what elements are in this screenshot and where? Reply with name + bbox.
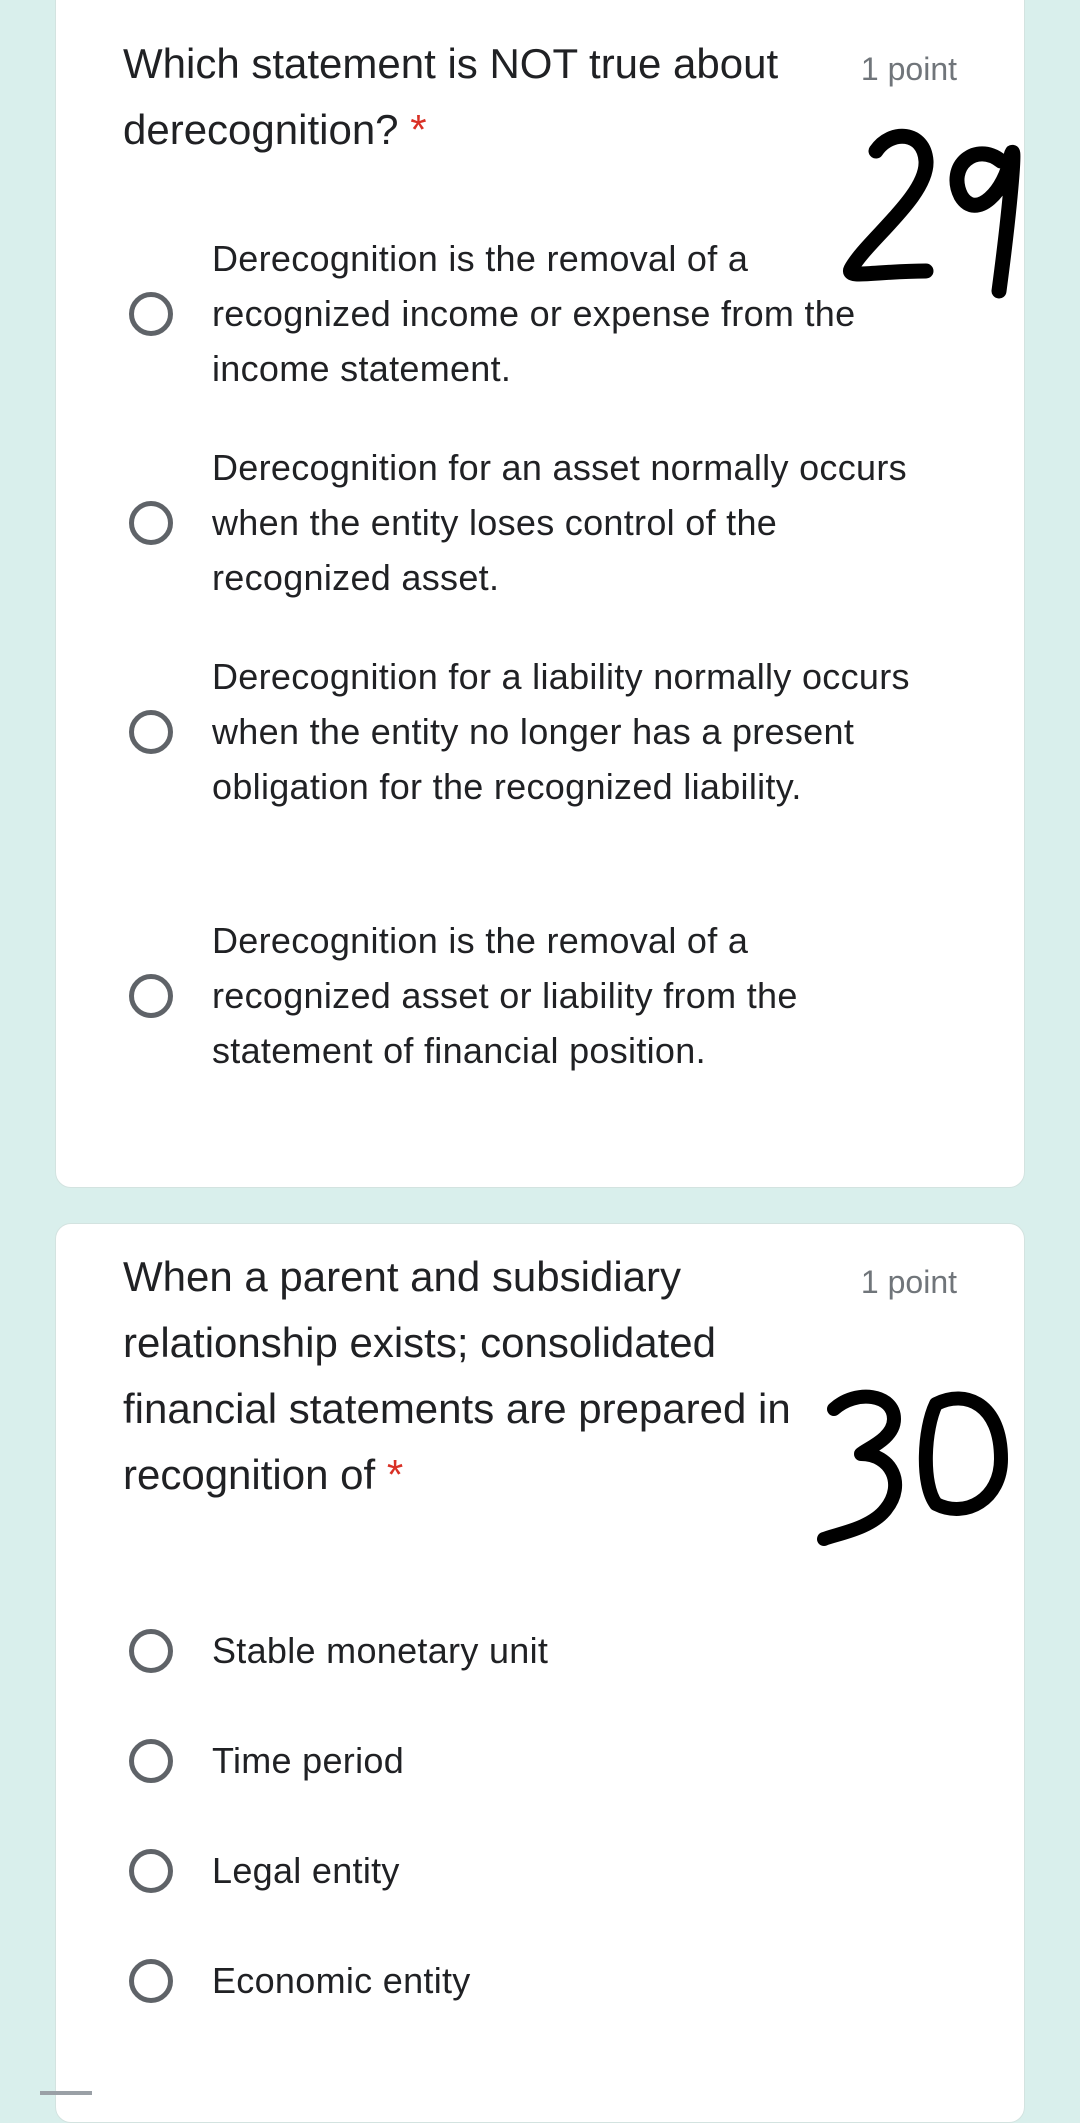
required-star: * [410,106,427,153]
option-label: Time period [212,1740,405,1781]
radio-button-icon[interactable] [129,974,173,1018]
question-card-1 [55,0,1025,1188]
answer-option[interactable] [123,1733,957,1788]
radio-button-icon[interactable] [129,501,173,545]
option-label: Derecognition is the removal of a recognized asset or liability from the statement of financial position. [212,920,798,1071]
radio-button-icon[interactable] [129,1629,173,1673]
answer-option[interactable] [123,1623,957,1678]
handwritten-number-30 [816,1374,1026,1549]
question-title [123,1244,823,1508]
points-label: 1 point [860,51,957,87]
question-title-text: Which statement is NOT true about derecognition? [123,40,779,153]
option-label: Economic entity [212,1960,471,2001]
answer-option[interactable] [123,440,957,605]
radio-button-icon[interactable] [129,710,173,754]
question-title-text: When a parent and subsidiary relationship exists; consolidated financial statements are prepared in recognition of [123,1253,791,1498]
answer-option[interactable] [123,1953,957,2008]
bottom-edge-handle [40,2091,92,2095]
option-label: Derecognition for a liability normally occurs when the entity no longer has a present obligation for the recognized liability. [212,656,910,807]
answer-option[interactable] [123,913,957,1078]
question-title [123,31,843,163]
required-star: * [386,1451,404,1498]
radio-button-icon[interactable] [129,1959,173,2003]
option-label: Stable monetary unit [212,1630,549,1671]
option-label: Legal entity [212,1850,400,1891]
answer-option[interactable] [123,1843,957,1898]
radio-button-icon[interactable] [129,292,173,336]
radio-button-icon[interactable] [129,1739,173,1783]
answer-option[interactable] [123,649,957,814]
question-card-2 [55,1223,1025,2123]
answer-option[interactable] [123,231,957,396]
points-label: 1 point [860,1264,957,1300]
option-label: Derecognition is the removal of a recognized income or expense from the income statement. [212,238,856,389]
radio-button-icon[interactable] [129,1849,173,1893]
option-label: Derecognition for an asset normally occurs when the entity loses control of the recognized asset. [212,447,907,598]
